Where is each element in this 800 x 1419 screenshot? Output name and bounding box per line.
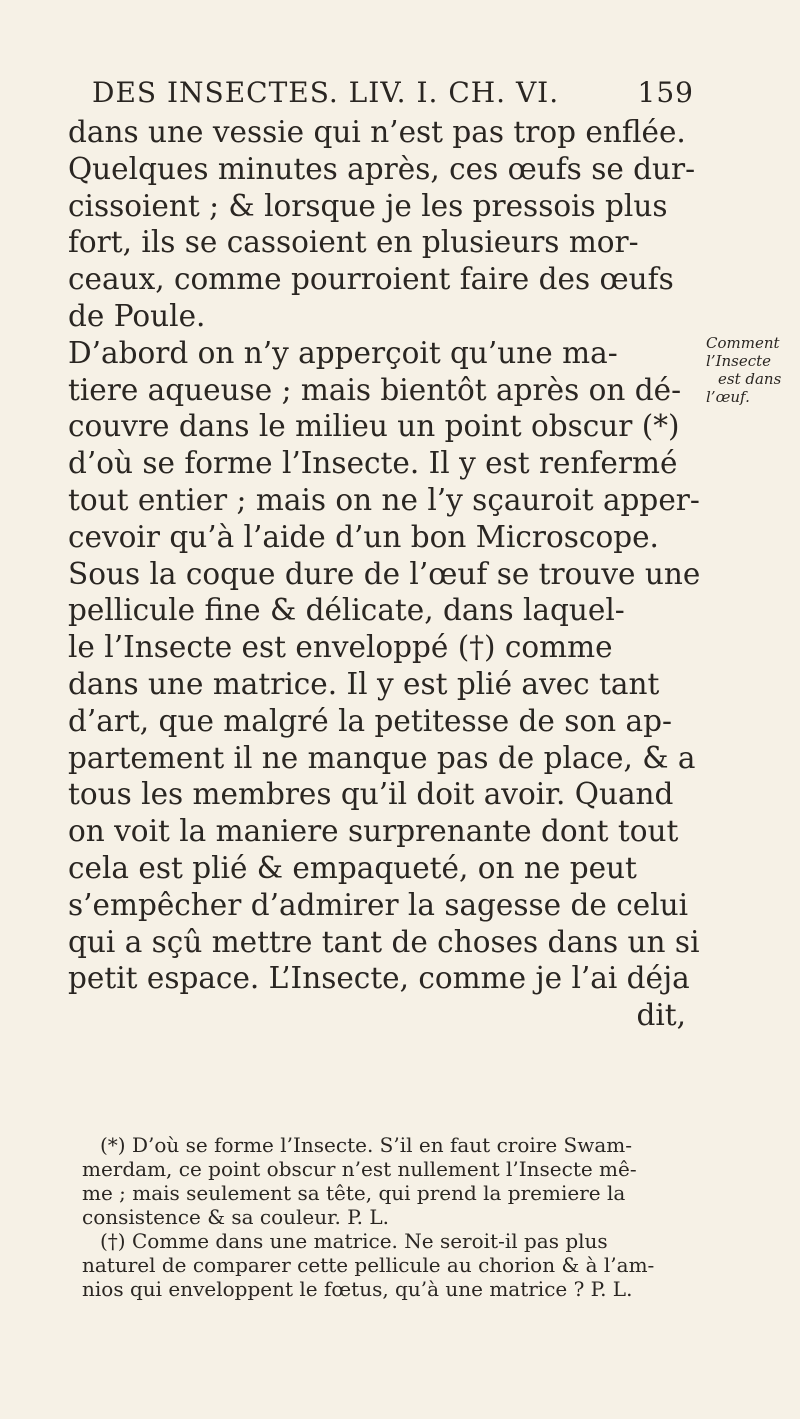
text-line: ceaux, comme pourroient faire des œufs: [68, 262, 674, 297]
text-line: dans une vessie qui n’est pas trop enflée.: [68, 115, 686, 149]
text-line: cevoir qu’à l’aide d’un bon Microscope.: [68, 519, 659, 554]
text-line: d’art, que malgré la petitesse de son ap-: [68, 703, 672, 738]
text-line: qui a sçû mettre tant de choses dans un si: [68, 924, 700, 959]
text-line: s’empêcher d’admirer la sagesse de celui: [68, 887, 689, 922]
text-line: petit espace. L’Insecte, comme je l’ai déja: [68, 961, 690, 996]
footnote-line: me ; mais seulement sa tête, qui prend la premiere la: [82, 1181, 626, 1205]
text-line: cissoient ; & lorsque je les pressois plus: [68, 188, 668, 223]
text-line: partement il ne manque pas de place, & a: [68, 740, 696, 775]
footnote-line: (*) D’où se forme l’Insecte. S’il en faut croire Swam-: [100, 1133, 632, 1157]
text-line: d’où se forme l’Insecte. Il y est renfermé: [68, 446, 678, 481]
page-number: 159: [637, 76, 694, 109]
footnote-line: merdam, ce point obscur n’est nullement l’Insecte mê-: [82, 1157, 637, 1181]
running-head: [92, 76, 692, 109]
text-line: pellicule fine & délicate, dans laquel-: [68, 593, 625, 628]
text-line: Quelques minutes après, ces œufs se dur-: [68, 151, 696, 186]
text-line: dans une matrice. Il y est plié avec tant: [68, 666, 660, 701]
running-head-title: DES INSECTES. LIV. I. CH. VI.: [92, 76, 560, 109]
text-line: cela est plié & empaqueté, on ne peut: [68, 850, 637, 885]
text-line: de Poule.: [68, 298, 206, 333]
footnote-line: (†) Comme dans une matrice. Ne seroit-il pas plus: [100, 1229, 608, 1253]
text-line: Sous la coque dure de l’œuf se trouve une: [68, 556, 701, 591]
text-line: tous les membres qu’il doit avoir. Quand: [68, 777, 674, 812]
marginal-line: l’Insecte: [706, 352, 772, 370]
footnote-line: naturel de comparer cette pellicule au chorion & à l’am-: [82, 1253, 655, 1277]
text-line: le l’Insecte est enveloppé (†) comme: [68, 630, 613, 665]
text-line: tout entier ; mais on ne l’y sçauroit apper-: [68, 482, 700, 517]
marginal-note: [706, 334, 800, 406]
footnote-line: consistence & sa couleur. P. L.: [82, 1205, 389, 1229]
text-line: D’abord on n’y apperçoit qu’une ma-: [68, 335, 618, 370]
catchword: dit,: [636, 998, 686, 1033]
marginal-line: l’œuf.: [706, 388, 750, 406]
footnotes: [82, 1133, 694, 1301]
marginal-line: Comment: [706, 334, 780, 352]
text-line: fort, ils se cassoient en plusieurs mor-: [68, 225, 639, 260]
main-text: [68, 114, 701, 1034]
text-line: on voit la maniere surprenante dont tout: [68, 814, 679, 849]
marginal-line: est dans: [718, 370, 782, 388]
text-line: couvre dans le milieu un point obscur (*): [68, 409, 680, 444]
text-line: tiere aqueuse ; mais bientôt après on dé-: [68, 372, 682, 407]
footnote-line: nios qui enveloppent le fœtus, qu’à une matrice ? P. L.: [82, 1277, 633, 1301]
